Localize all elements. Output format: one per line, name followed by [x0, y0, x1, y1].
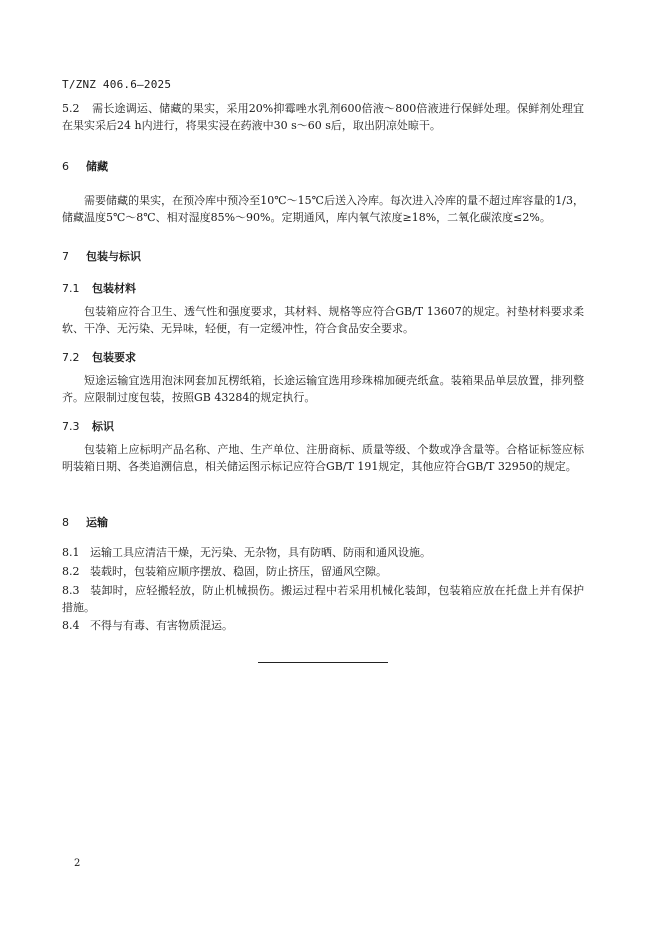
clause-title: 包装材料 — [92, 282, 136, 295]
clause-7-1-text: 包装箱应符合卫生、透气性和强度要求，其材料、规格等应符合GB/T 13607的规定。衬垫材料要求柔软、干净、无污染、无异味，轻便，有一定缓冲性，符合食品安全要求。 — [62, 305, 584, 335]
clause-8-1 — [62, 544, 584, 561]
clause-8-4 — [62, 617, 584, 634]
clause-7-3-heading — [62, 418, 114, 434]
clause-7-2-text: 短途运输宜选用泡沫网套加瓦楞纸箱，长途运输宜选用珍珠棉加硬壳纸盒。装箱果品单层放置，排列整齐。应限制过度包装，按照GB 43284的规定执行。 — [62, 374, 584, 404]
section-6-heading — [62, 158, 108, 174]
section-7-heading — [62, 248, 141, 264]
clause-7-1-heading — [62, 280, 136, 296]
clause-number: 7.3 — [62, 420, 80, 433]
section-number: 6 — [62, 160, 69, 173]
clause-7-3-text: 包装箱上应标明产品名称、产地、生产单位、注册商标、质量等级、个数或净含量等。合格证标签应标明装箱日期、各类追溯信息，相关储运图示标记应符合GB/T 191规定，其他应符合GB/T 32950的规定。 — [62, 443, 584, 473]
clause-7-2-heading — [62, 349, 136, 365]
document-code: T/ZNZ 406.6—2025 — [62, 78, 172, 91]
section-number: 7 — [62, 250, 69, 263]
clause-title: 包装要求 — [92, 351, 136, 364]
section-title: 包装与标识 — [86, 250, 141, 263]
section-number: 8 — [62, 516, 69, 529]
section-8-heading — [62, 514, 108, 530]
page-number: 2 — [74, 858, 81, 869]
clause-number: 8.3 — [62, 584, 80, 597]
end-of-text-rule — [258, 662, 388, 663]
section-title: 储藏 — [86, 160, 108, 173]
section-6-text: 需要储藏的果实，在预冷库中预冷至10℃～15℃后送入冷库。每次进入冷库的量不超过库容量的1/3，储藏温度5℃～8℃、相对湿度85%～90%。定期通风，库内氧气浓度≥18%，二氧化碳浓度≤2%。 — [62, 194, 584, 224]
clause-number: 5.2 — [62, 102, 80, 115]
clause-8-2 — [62, 563, 584, 580]
clause-title: 标识 — [92, 420, 114, 433]
clause-text: 运输工具应清洁干燥，无污染、无杂物，具有防晒、防雨和通风设施。 — [90, 546, 431, 559]
clause-text: 不得与有毒、有害物质混运。 — [90, 619, 233, 632]
clause-5-2 — [62, 100, 584, 134]
clause-number: 8.1 — [62, 546, 80, 559]
clause-number: 8.4 — [62, 619, 80, 632]
clause-text: 装卸时，应轻搬轻放，防止机械损伤。搬运过程中若采用机械化装卸，包装箱应放在托盘上并有保护措施。 — [62, 584, 584, 614]
clause-text: 需长途调运、储藏的果实，采用20%抑霉唑水乳剂600倍液～800倍液进行保鲜处理。保鲜剂处理宜在果实采后24 h内进行，将果实浸在药液中30 s～60 s后，取出阴凉处晾干。 — [62, 102, 584, 132]
clause-number: 7.1 — [62, 282, 80, 295]
clause-number: 8.2 — [62, 565, 80, 578]
clause-text: 装载时，包装箱应顺序摆放、稳固，防止挤压，留通风空隙。 — [90, 565, 387, 578]
clause-8-3 — [62, 582, 584, 616]
section-title: 运输 — [86, 516, 108, 529]
clause-number: 7.2 — [62, 351, 80, 364]
